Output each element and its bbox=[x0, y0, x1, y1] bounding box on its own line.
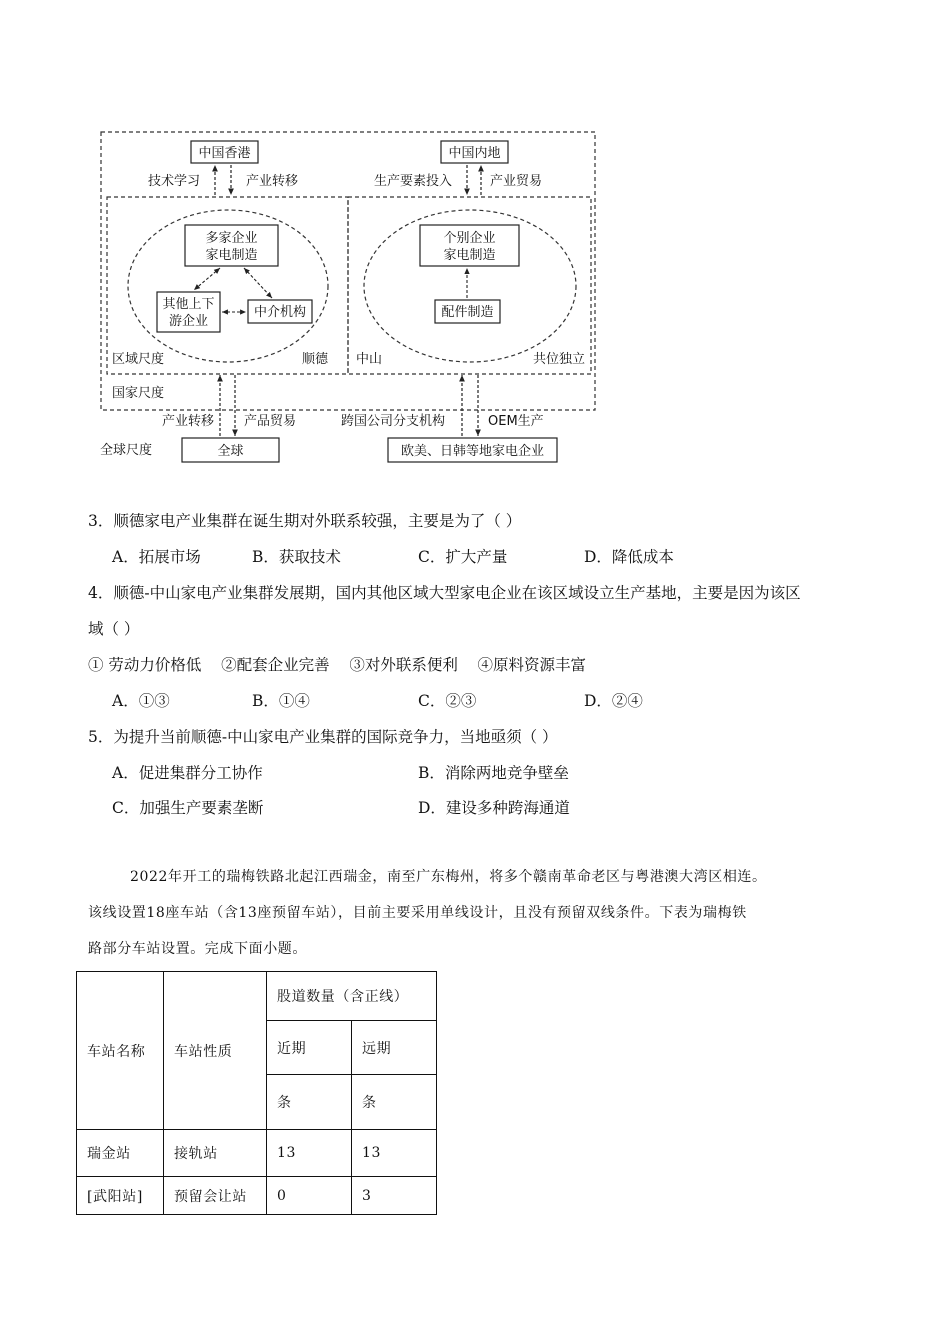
question-3-stem: 3．顺德家电产业集群在诞生期对外联系较强，主要是为了（ ） bbox=[88, 512, 522, 530]
mnc-branch-label: 跨国公司分支机构 bbox=[341, 414, 446, 429]
table-row bbox=[77, 1177, 437, 1215]
coexist-label: 共位独立 bbox=[533, 352, 586, 367]
question-5-option-d[interactable]: D．建设多种跨海通道 bbox=[418, 799, 570, 817]
question-5-option-b[interactable]: B．消除两地竞争壁垒 bbox=[418, 764, 569, 782]
question-3-option-a[interactable]: A．拓展市场 bbox=[112, 548, 201, 566]
shunde-region-box bbox=[107, 197, 348, 374]
header-track-count: 股道数量（含正线） bbox=[267, 972, 437, 1021]
header-far-term: 远期 bbox=[352, 1021, 437, 1075]
question-4-stem-line1: 4．顺德-中山家电产业集群发展期，国内其他区域大型家电企业在该区域设立生产基地，主要是因为该区 bbox=[88, 584, 801, 602]
global-scale-label: 全球尺度 bbox=[100, 443, 153, 458]
multi-to-other-arrow bbox=[194, 268, 220, 290]
factor-input-label: 生产要素投入 bbox=[374, 174, 453, 189]
industry-cluster-diagram bbox=[0, 0, 950, 480]
cell-far: 13 bbox=[352, 1130, 437, 1177]
cell-station-type: 预留会让站 bbox=[164, 1177, 267, 1215]
foreign-firms-label: 欧美、日韩等地家电企业 bbox=[400, 444, 545, 459]
multi-to-intermediary-arrow bbox=[244, 268, 272, 298]
zhongshan-label: 中山 bbox=[356, 352, 383, 367]
station-table bbox=[76, 971, 437, 1215]
header-near-term: 近期 bbox=[267, 1021, 352, 1075]
question-4-option-b[interactable]: B．①④ bbox=[252, 692, 310, 710]
question-4-option-a[interactable]: A．①③ bbox=[112, 692, 170, 710]
passage-line-1: 2022年开工的瑞梅铁路北起江西瑞金，南至广东梅州，将多个赣南革命老区与粤港澳大湾区相连。 bbox=[130, 869, 767, 885]
question-4-option-c[interactable]: C．②③ bbox=[418, 692, 477, 710]
railway-passage bbox=[88, 859, 863, 967]
cell-near: 0 bbox=[267, 1177, 352, 1215]
cell-station-name: [武阳站] bbox=[77, 1177, 164, 1215]
passage-line-3: 路部分车站设置。完成下面小题。 bbox=[88, 941, 307, 957]
header-station-name: 车站名称 bbox=[77, 972, 164, 1130]
product-trade-label: 产品贸易 bbox=[244, 414, 297, 429]
hongkong-label: 中国香港 bbox=[198, 146, 251, 161]
intermediary-label: 中介机构 bbox=[253, 305, 307, 320]
cell-station-type: 接轨站 bbox=[164, 1130, 267, 1177]
question-3-option-d[interactable]: D．降低成本 bbox=[584, 548, 674, 566]
table-row bbox=[77, 1130, 437, 1177]
multi-enterprise-label-2: 家电制造 bbox=[205, 248, 258, 263]
shunde-label: 顺德 bbox=[302, 352, 329, 367]
multi-enterprise-label-1: 多家企业 bbox=[205, 231, 258, 246]
global-label: 全球 bbox=[217, 444, 244, 459]
question-4-option-d[interactable]: D．②④ bbox=[584, 692, 643, 710]
question-5-option-a[interactable]: A．促进集群分工协作 bbox=[112, 764, 263, 782]
single-enterprise-label-1: 个别企业 bbox=[443, 231, 496, 246]
question-5-option-c[interactable]: C．加强生产要素垄断 bbox=[112, 799, 264, 817]
question-4-statements: ① 劳动力价格低 ②配套企业完善 ③对外联系便利 ④原料资源丰富 bbox=[88, 656, 587, 674]
industry-trade-label: 产业贸易 bbox=[490, 174, 543, 189]
tech-learning-label: 技术学习 bbox=[148, 174, 201, 189]
question-4-stem-line2: 域（ ） bbox=[88, 620, 140, 638]
industry-transfer-label-bottom: 产业转移 bbox=[162, 414, 215, 429]
other-enterprise-label-1: 其他上下 bbox=[162, 297, 215, 312]
question-3-option-c[interactable]: C．扩大产量 bbox=[418, 548, 508, 566]
single-enterprise-label-2: 家电制造 bbox=[443, 248, 496, 263]
industry-transfer-label-top: 产业转移 bbox=[246, 174, 299, 189]
cell-station-name: 瑞金站 bbox=[77, 1130, 164, 1177]
cell-near: 13 bbox=[267, 1130, 352, 1177]
other-enterprise-label-2: 游企业 bbox=[168, 314, 209, 329]
parts-label: 配件制造 bbox=[441, 305, 494, 320]
cell-far: 3 bbox=[352, 1177, 437, 1215]
regional-scale-label: 区域尺度 bbox=[112, 352, 165, 367]
oem-label: OEM生产 bbox=[488, 414, 544, 429]
unit-far-term: 条 bbox=[352, 1075, 437, 1130]
question-5-stem: 5．为提升当前顺德-中山家电产业集群的国际竞争力，当地亟须（ ） bbox=[88, 728, 558, 746]
mainland-label: 中国内地 bbox=[448, 146, 501, 161]
passage-line-2: 该线设置18座车站（含13座预留车站），目前主要采用单线设计，且没有预留双线条件。下表为瑞梅铁 bbox=[88, 905, 747, 921]
question-3-option-b[interactable]: B．获取技术 bbox=[252, 548, 341, 566]
zhongshan-region-box bbox=[348, 197, 591, 374]
header-station-type: 车站性质 bbox=[164, 972, 267, 1130]
national-scale-label: 国家尺度 bbox=[112, 386, 165, 401]
unit-near-term: 条 bbox=[267, 1075, 352, 1130]
